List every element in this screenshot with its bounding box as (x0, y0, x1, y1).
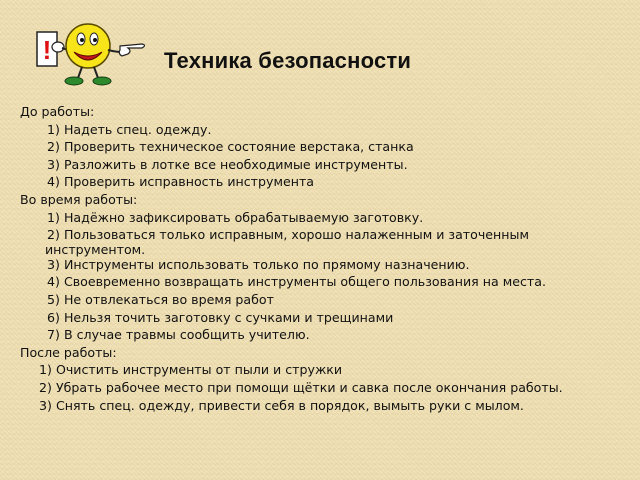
list-item: 2) Пользоваться только исправным, хорошо налаженным и заточенным инструментом. (45, 227, 529, 257)
list-item: 2) Убрать рабочее место при помощи щётки и савка после окончания работы. (39, 379, 563, 395)
smiley-pointing-icon (36, 10, 148, 90)
list-item: 3) Разложить в лотке все необходимые инструменты. (47, 156, 408, 172)
section-after-work (20, 344, 625, 414)
exclamation-sign-text: ! (42, 35, 52, 65)
list-item: 1) Надеть спец. одежду. (47, 121, 212, 137)
section-heading: Во время работы: (20, 191, 138, 207)
list-item: 1) Очистить инструменты от пыли и стружки (39, 362, 343, 378)
safety-rules (20, 103, 625, 414)
list-item: 4) Своевременно возвращать инструменты общего пользования на места. (47, 274, 546, 290)
section-heading: После работы: (20, 344, 117, 360)
list-item: 1) Надёжно зафиксировать обрабатываемую заготовку. (47, 209, 424, 225)
list-item: 3) Снять спец. одежду, привести себя в порядок, вымыть руки с мылом. (39, 397, 524, 413)
section-during-work (20, 191, 625, 344)
page-title: Техника безопасности (164, 48, 412, 73)
section-heading: До работы: (20, 104, 95, 119)
list-item: 7) В случае травмы сообщить учителю. (47, 327, 310, 343)
list-item: 3) Инструменты использовать только по прямому назначению. (47, 256, 470, 272)
list-item: 4) Проверить исправность инструмента (47, 174, 314, 190)
section-before-work (20, 103, 625, 191)
list-item: 5) Не отвлекаться во время работ (47, 291, 274, 307)
list-item: 6) Нельзя точить заготовку с сучками и трещинами (47, 309, 394, 325)
list-item: 2) Проверить техническое состояние верстака, станка (47, 139, 414, 155)
